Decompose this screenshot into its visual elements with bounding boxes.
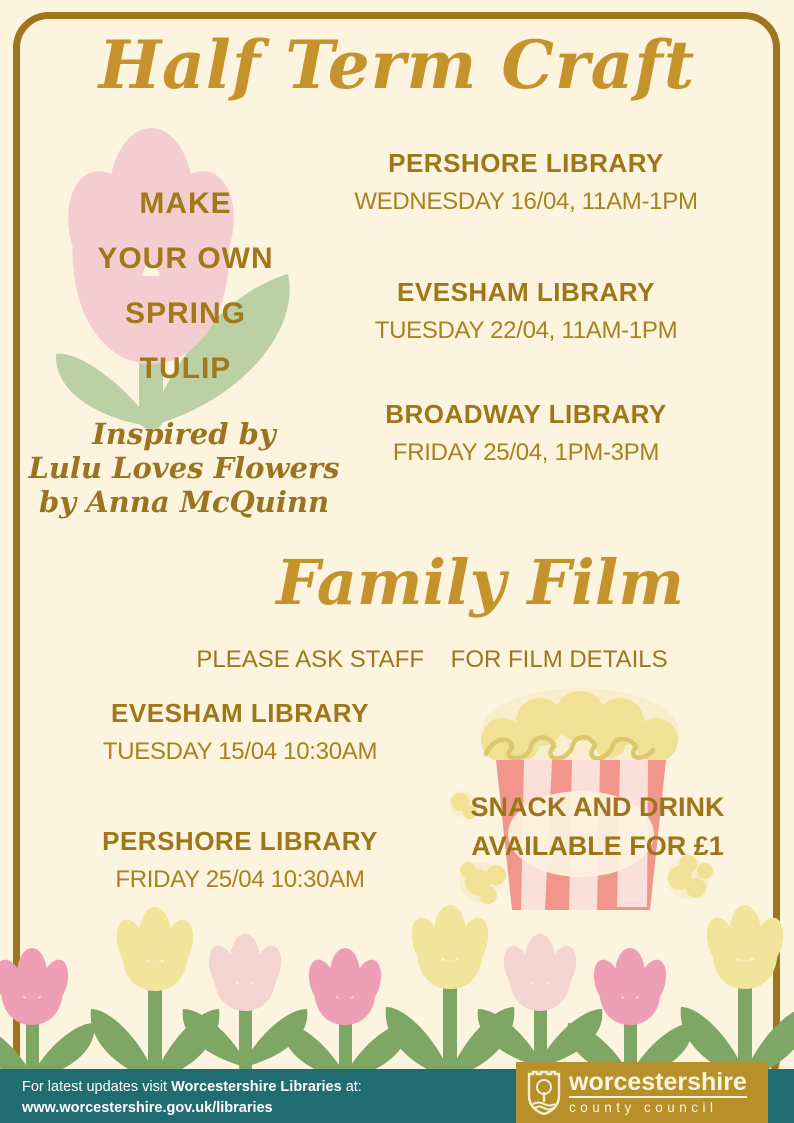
library-name: PERSHORE LIBRARY [388, 148, 664, 178]
event-time: FRIDAY 25/04 10:30AM [115, 866, 365, 893]
footer-updates-bold: Worcestershire Libraries [171, 1079, 342, 1095]
library-name: PERSHORE LIBRARY [102, 826, 378, 856]
film-section-title: Family Film [276, 546, 684, 619]
craft-headline-line: SPRING [124, 297, 247, 330]
craft-event [260, 277, 792, 345]
event-time: TUESDAY 15/04 10:30AM [102, 738, 378, 765]
library-name: BROADWAY LIBRARY [385, 399, 667, 429]
footer-updates-line [22, 1077, 362, 1098]
footer-updates-suffix: at: [341, 1079, 362, 1095]
craft-headline-line: MAKE [139, 187, 232, 220]
snack-line: SNACK AND DRINK [470, 792, 725, 822]
library-name: EVESHAM LIBRARY [397, 277, 655, 307]
footer-url: www.worcestershire.gov.uk/libraries [22, 1100, 273, 1116]
event-time: FRIDAY 25/04, 1PM-3PM [392, 439, 660, 466]
footer-text [22, 1077, 362, 1119]
footer-updates-prefix: For latest updates visit [22, 1079, 172, 1095]
craft-headline-line: YOUR OWN [97, 242, 274, 275]
craft-headline-line: TULIP [139, 352, 232, 385]
event-time: TUESDAY 22/04, 11AM-1PM [374, 317, 678, 344]
library-name: EVESHAM LIBRARY [111, 698, 369, 728]
craft-event [260, 399, 792, 467]
snack-line: AVAILABLE FOR £1 [471, 831, 724, 861]
event-time: WEDNESDAY 16/04, 11AM-1PM [354, 188, 698, 215]
page-title: Half Term Craft [98, 26, 696, 104]
council-crest-icon [526, 1070, 562, 1116]
inspiration-line: Lulu Loves Flowers [28, 451, 340, 485]
film-event [30, 826, 450, 894]
inspiration-line: Inspired by [92, 417, 276, 451]
council-logo [516, 1062, 768, 1123]
council-subtitle: county council [569, 1100, 718, 1115]
film-subtitle: PLEASE ASK STAFF FOR FILM DETAILS [196, 646, 668, 673]
inspiration-line: by Anna McQuinn [38, 485, 330, 519]
council-name: worcestershire [569, 1068, 747, 1096]
council-logo-text [569, 1070, 747, 1115]
film-event [30, 698, 450, 766]
snack-note [440, 788, 755, 866]
craft-event [260, 148, 792, 216]
